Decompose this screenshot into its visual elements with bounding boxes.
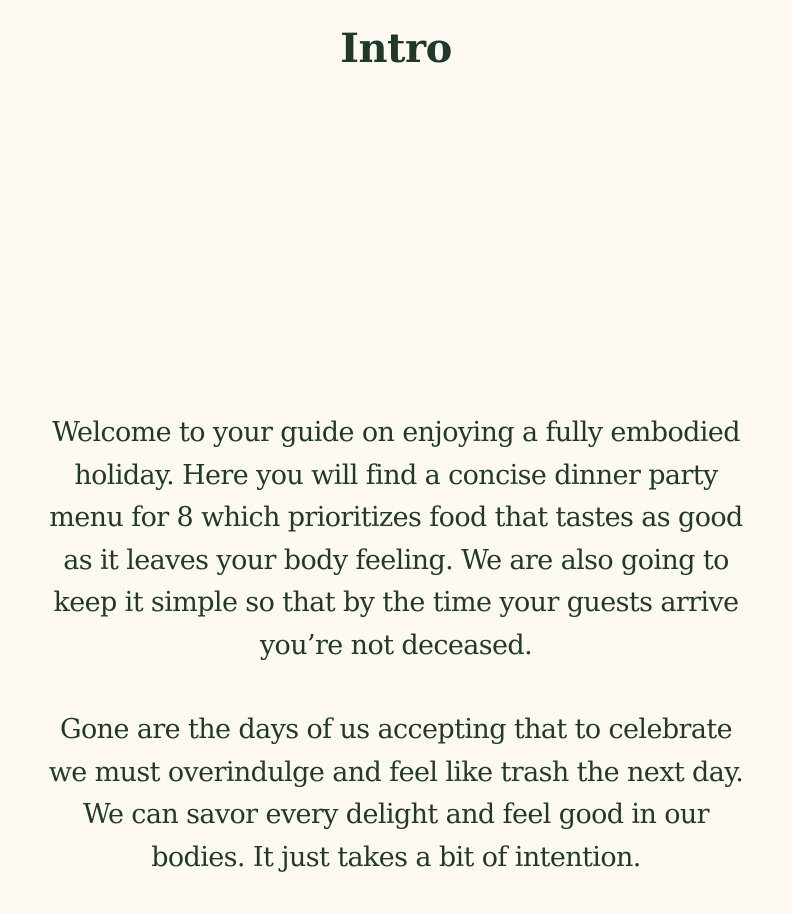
intro-paragraph-intention: Gone are the days of us accepting that to celebrate we must overindulge and feel like trash the next day. We can savor every delight and feel good in our bodies. It just takes a bit of intention. [48, 714, 744, 873]
page-title: Intro [340, 25, 452, 72]
intro-paragraph-welcome: Welcome to your guide on enjoying a fully embodied holiday. Here you will find a concise dinner party menu for 8 which prioritizes food that tastes as good as it leaves your body feeling. We are also going to keep it simple so that by the time your guests arrive you’re not deceased. [49, 417, 743, 661]
